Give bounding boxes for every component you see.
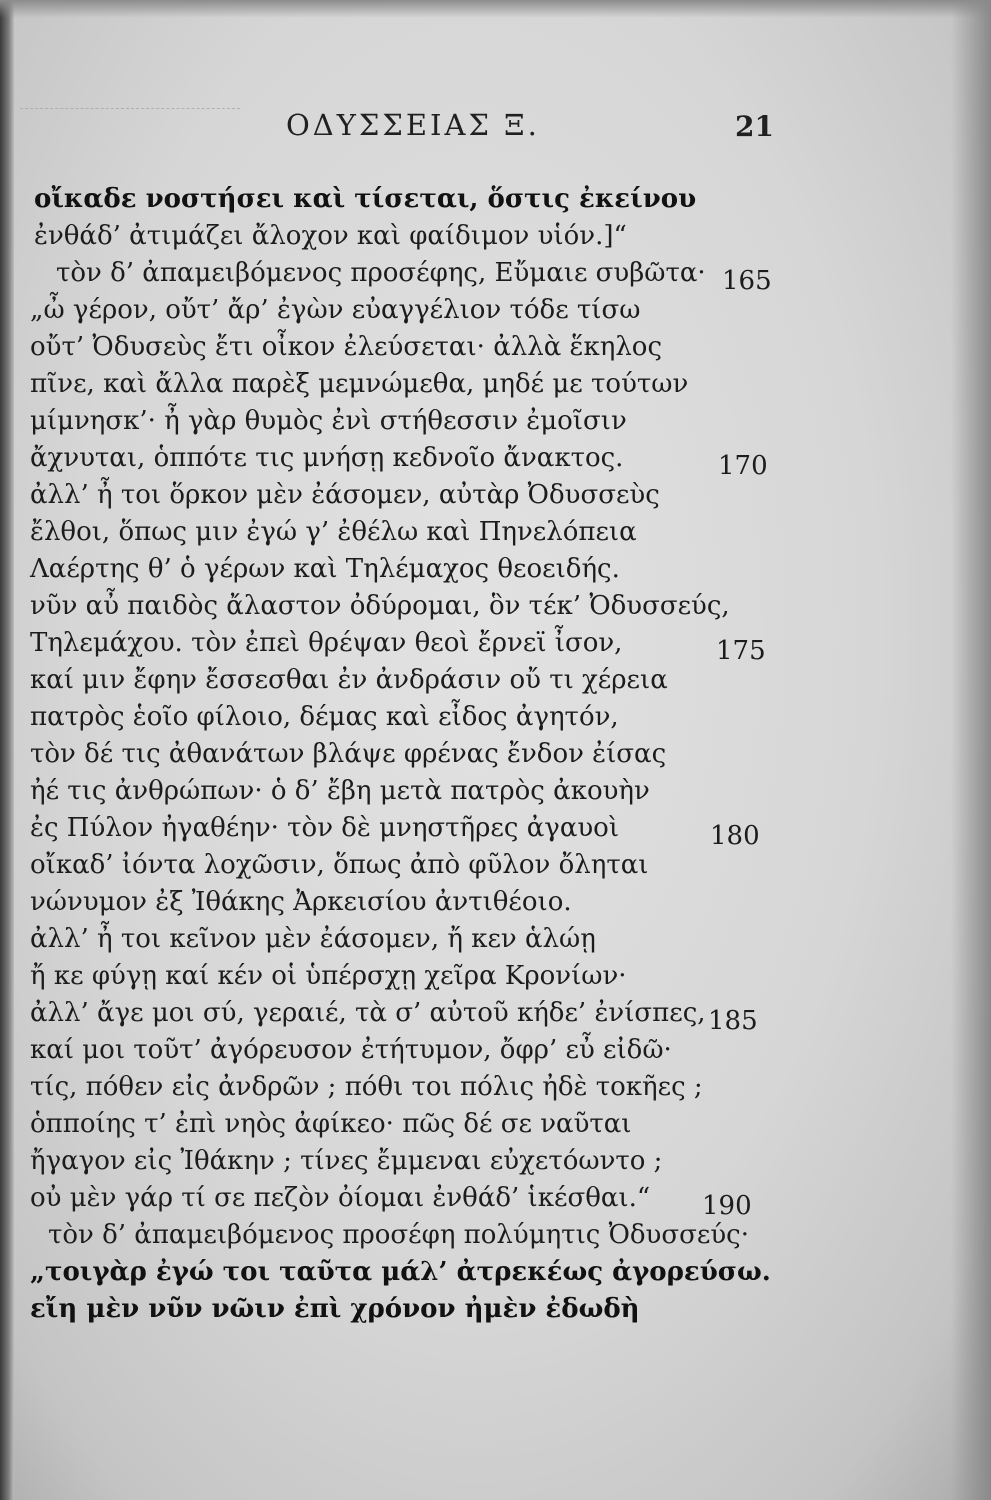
- verse-line: τὸν δ’ ἀπαμειβόμενος προσέφης, Εὔμαιε συβῶτα·: [56, 258, 706, 288]
- verse-line: οὔτ’ Ὀδυσεὺς ἔτι οἶκον ἐλεύσεται· ἀλλὰ ἕκηλος: [30, 332, 663, 362]
- verse-line: „τοιγὰρ ἐγώ τοι ταῦτα μάλ’ ἀτρεκέως ἀγορεύσω.: [30, 1257, 771, 1287]
- verse-line: νώνυμον ἐξ Ἰθάκης Ἀρκεισίου ἀντιθέοιο.: [30, 887, 572, 917]
- verse-line: νῦν αὖ παιδὸς ἄλαστον ὀδύρομαι, ὃν τέκ’ Ὀδυσσεύς,: [30, 591, 730, 621]
- verse-line: ἀλλ’ ἦ τοι κεῖνον μὲν ἐάσομεν, ἤ κεν ἁλώῃ: [30, 924, 596, 954]
- verse-line: εἴη μὲν νῦν νῶιν ἐπὶ χρόνον ἠμὲν ἐδωδὴ: [30, 1294, 640, 1324]
- line-number: 180: [710, 821, 760, 851]
- page-number: 21: [735, 110, 774, 143]
- verse-line: πῖνε, καὶ ἄλλα παρὲξ μεμνώμεθα, μηδέ με τούτων: [30, 369, 689, 399]
- verse-line: Τηλεμάχου. τὸν ἐπεὶ θρέψαν θεοὶ ἔρνεϊ ἶσον,: [30, 628, 623, 658]
- verse-line: οἴκαδε νοστήσει καὶ τίσεται, ὅστις ἐκείνου: [34, 184, 697, 214]
- page-binding-edge: [0, 0, 14, 1500]
- line-number: 185: [708, 1006, 758, 1036]
- line-number: 190: [702, 1191, 752, 1221]
- verse-line: καί μοι τοῦτ’ ἀγόρευσον ἐτήτυμον, ὄφρ’ εὖ εἰδῶ·: [30, 1035, 672, 1065]
- verse-line: ἔλθοι, ὅπως μιν ἐγώ γ’ ἐθέλω καὶ Πηνελόπεια: [30, 517, 637, 547]
- paper-crease: [20, 108, 240, 110]
- verse-line: ἤγαγον εἰς Ἰθάκην ; τίνες ἔμμεναι εὐχετόωντο ;: [30, 1146, 663, 1176]
- verse-line: Λαέρτης θ’ ὁ γέρων καὶ Τηλέμαχος θεοειδής.: [30, 554, 620, 584]
- line-number: 170: [718, 451, 768, 481]
- verse-line: ἐς Πύλον ἠγαθέην· τὸν δὲ μνηστῆρες ἀγαυοὶ: [30, 813, 620, 843]
- running-header-title: ΟΔΥΣΣΕΙΑΣ Ξ.: [286, 108, 540, 142]
- verse-line: ἠέ τις ἀνθρώπων· ὁ δ’ ἔβη μετὰ πατρὸς ἀκουὴν: [30, 776, 650, 806]
- verse-line: ὁπποίης τ’ ἐπὶ νηὸς ἀφίκεο· πῶς δέ σε ναῦται: [30, 1109, 632, 1139]
- verse-line: ἀλλ’ ἦ τοι ὅρκον μὲν ἐάσομεν, αὐτὰρ Ὀδυσσεὺς: [30, 480, 660, 510]
- verse-line: ἀλλ’ ἄγε μοι σύ, γεραιέ, τὰ σ’ αὐτοῦ κήδε’ ἐνίσπες,: [30, 998, 706, 1028]
- line-number: 165: [722, 266, 772, 296]
- verse-line: τὸν δέ τις ἀθανάτων βλάψε φρένας ἔνδον ἐίσας: [30, 739, 667, 769]
- verse-line: „ὦ γέρον, οὔτ’ ἄρ’ ἐγὼν εὐαγγέλιον τόδε τίσω: [30, 295, 641, 325]
- page-right-shadow: [951, 0, 991, 1500]
- verse-line: ἐνθάδ’ ἀτιμάζει ἄλοχον καὶ φαίδιμον υἱόν.]“: [34, 221, 627, 251]
- verse-line: ἤ κε φύγῃ καί κέν οἱ ὑπέρσχῃ χεῖρα Κρονίων·: [30, 961, 627, 991]
- page-top-shadow: [0, 0, 991, 18]
- verse-line: τὸν δ’ ἀπαμειβόμενος προσέφη πολύμητις Ὀδυσσεύς·: [48, 1220, 749, 1250]
- verse-line: οὐ μὲν γάρ τί σε πεζὸν ὀίομαι ἐνθάδ’ ἱκέσθαι.“: [30, 1183, 651, 1213]
- verse-line: οἴκαδ’ ἰόντα λοχῶσιν, ὅπως ἀπὸ φῦλον ὄληται: [30, 850, 649, 880]
- verse-line: τίς, πόθεν εἰς ἀνδρῶν ; πόθι τοι πόλις ἠδὲ τοκῆες ;: [30, 1072, 703, 1102]
- verse-line: καί μιν ἔφην ἔσσεσθαι ἐν ἀνδράσιν οὔ τι χέρεια: [30, 665, 668, 695]
- line-number: 175: [716, 636, 766, 666]
- verse-line: ἄχνυται, ὁππότε τις μνήσῃ κεδνοῖο ἄνακτος.: [30, 443, 624, 473]
- verse-line: πατρὸς ἑοῖο φίλοιο, δέμας καὶ εἶδος ἀγητόν,: [30, 702, 619, 732]
- verse-line: μίμνησκ’· ἦ γὰρ θυμὸς ἐνὶ στήθεσσιν ἐμοῖσιν: [30, 406, 627, 436]
